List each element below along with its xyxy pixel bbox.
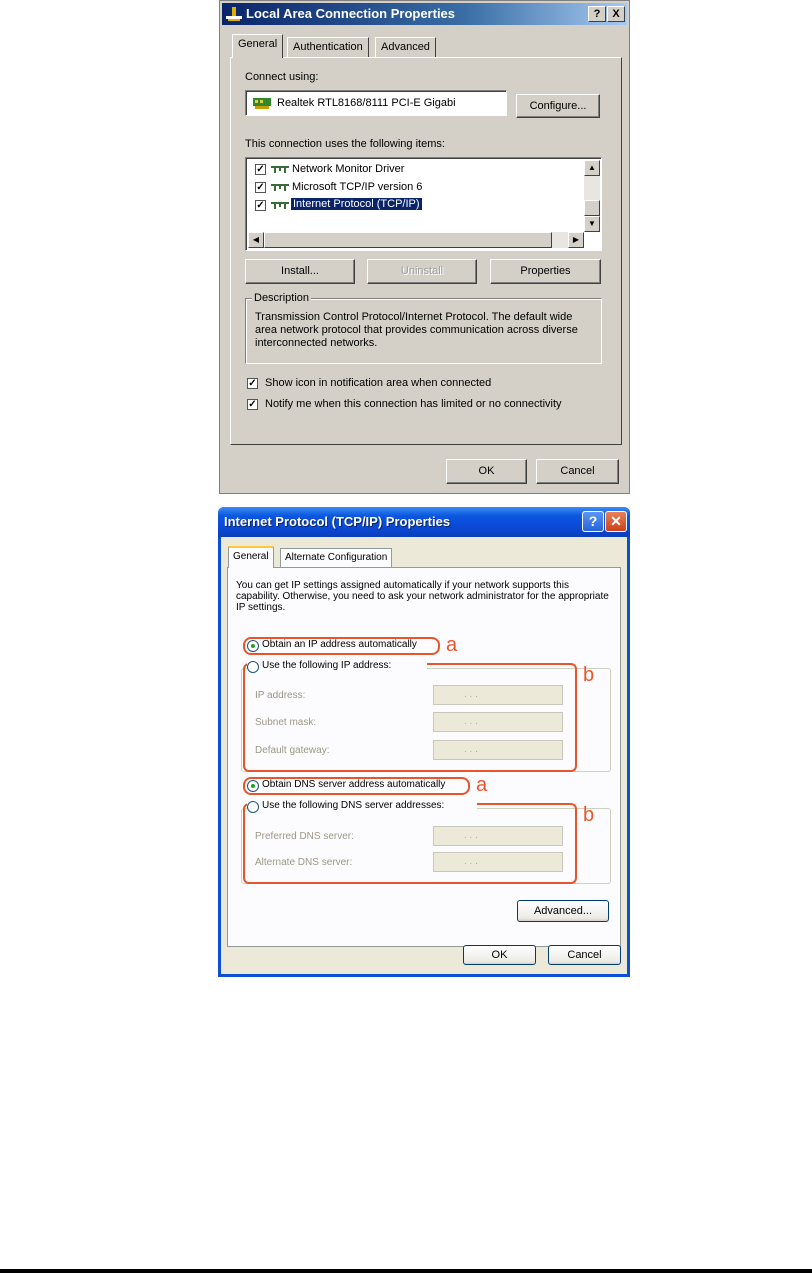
item-checkbox[interactable]: ✓ — [256, 182, 265, 193]
preferred-dns-label: Preferred DNS server: — [255, 831, 354, 842]
list-item[interactable] — [255, 163, 575, 177]
protocol-icon — [270, 183, 290, 193]
help-button[interactable]: ? — [588, 6, 606, 22]
show-icon-option[interactable] — [247, 377, 607, 391]
cancel-button[interactable]: Cancel — [548, 945, 621, 965]
description-text: Transmission Control Protocol/Internet Protocol. The default wide area network protocol that provides communication across diverse interconnected networks. — [255, 311, 578, 349]
show-icon-label: Show icon in notification area when connected — [265, 377, 492, 389]
item-label: Network Monitor Driver — [292, 163, 405, 175]
cancel-button[interactable]: Cancel — [536, 459, 619, 484]
window-title: Local Area Connection Properties — [246, 6, 456, 21]
notify-checkbox[interactable]: ✓ — [248, 399, 257, 410]
local-area-connection-dialog — [219, 0, 630, 494]
annotation-a: a — [446, 634, 458, 656]
protocol-icon — [270, 165, 290, 175]
help-button[interactable]: ? — [582, 511, 604, 532]
scroll-thumb[interactable] — [264, 232, 552, 248]
use-ip-option[interactable] — [247, 660, 427, 674]
title-bar[interactable] — [222, 3, 627, 25]
adapter-name: Realtek RTL8168/8111 PCI-E Gigabi — [277, 97, 456, 109]
item-checkbox[interactable]: ✓ — [256, 164, 265, 175]
properties-label: Properties — [520, 265, 571, 277]
scroll-thumb[interactable] — [584, 200, 600, 216]
window-title: Internet Protocol (TCP/IP) Properties — [224, 514, 451, 529]
ok-button[interactable]: OK — [463, 945, 536, 965]
use-dns-option[interactable] — [247, 800, 477, 814]
alternate-dns-label: Alternate DNS server: — [255, 857, 353, 868]
horizontal-scrollbar[interactable] — [248, 232, 584, 248]
alternate-dns-input[interactable] — [433, 852, 563, 872]
ip-dots: . . . — [464, 830, 478, 841]
ok-button[interactable]: OK — [446, 459, 527, 484]
close-button[interactable]: X — [607, 6, 625, 22]
intro-text: You can get IP settings assigned automatically if your network supports this capability. Otherwise, you need to ask your network administrator for the appropriate IP settings. — [236, 580, 609, 613]
ip-address-input[interactable] — [433, 685, 563, 705]
install-button[interactable] — [245, 259, 355, 284]
tab-general[interactable]: General — [232, 34, 283, 58]
list-item[interactable] — [255, 181, 575, 195]
properties-button[interactable] — [490, 259, 601, 284]
tab-general[interactable]: General — [228, 546, 274, 568]
close-button[interactable]: ✕ — [605, 511, 627, 532]
item-label: Microsoft TCP/IP version 6 — [292, 181, 423, 193]
adapter-field — [245, 90, 507, 116]
network-connection-icon — [226, 7, 242, 21]
network-adapter-icon — [253, 97, 271, 109]
annotation-b: b — [583, 804, 595, 826]
tcpip-properties-dialog — [218, 507, 630, 977]
tab-advanced[interactable]: Advanced — [375, 37, 436, 58]
scroll-right-icon[interactable]: ▶ — [568, 232, 584, 248]
obtain-dns-label: Obtain DNS server address automatically — [262, 779, 446, 790]
dialog-body — [221, 537, 627, 974]
scroll-up-icon[interactable]: ▲ — [584, 160, 600, 176]
ip-address-label: IP address: — [255, 690, 306, 701]
items-list — [245, 157, 602, 251]
vertical-scrollbar[interactable] — [584, 160, 600, 232]
items-label: This connection uses the following items: — [245, 138, 445, 150]
connect-using-label: Connect using: — [245, 71, 319, 83]
uninstall-label: Uninstall — [400, 265, 444, 277]
list-item-selected[interactable] — [255, 199, 575, 213]
notify-option[interactable] — [247, 398, 607, 412]
default-gateway-input[interactable] — [433, 740, 563, 760]
show-icon-checkbox[interactable]: ✓ — [248, 378, 257, 389]
subnet-mask-input[interactable] — [433, 712, 563, 732]
item-label: Internet Protocol (TCP/IP) — [293, 198, 420, 210]
ip-dots: . . . — [464, 689, 478, 700]
subnet-mask-label: Subnet mask: — [255, 717, 317, 728]
obtain-ip-radio[interactable] — [247, 640, 259, 652]
scroll-left-icon[interactable]: ◀ — [248, 232, 264, 248]
use-ip-label: Use the following IP address: — [262, 660, 392, 671]
use-dns-label: Use the following DNS server addresses: — [262, 800, 445, 811]
ip-dots: . . . — [464, 744, 478, 755]
notify-label: Notify me when this connection has limited or no connectivity — [265, 398, 562, 410]
title-bar[interactable] — [218, 507, 630, 537]
annotation-a: a — [476, 774, 488, 796]
configure-button[interactable]: Configure... — [516, 94, 600, 118]
preferred-dns-input[interactable] — [433, 826, 563, 846]
tab-authentication[interactable]: Authentication — [287, 37, 369, 58]
obtain-ip-label: Obtain an IP address automatically — [262, 639, 417, 650]
use-dns-radio[interactable] — [247, 801, 259, 813]
annotation-b: b — [583, 664, 595, 686]
obtain-dns-radio[interactable] — [247, 780, 259, 792]
uninstall-button[interactable] — [367, 259, 477, 284]
ip-dots: . . . — [464, 856, 478, 867]
default-gateway-label: Default gateway: — [255, 745, 330, 756]
install-label: Install... — [281, 265, 319, 277]
page-footer-rule — [0, 1269, 812, 1273]
item-checkbox[interactable]: ✓ — [256, 200, 265, 211]
description-legend: Description — [254, 292, 310, 304]
use-ip-radio[interactable] — [247, 661, 259, 673]
advanced-button[interactable]: Advanced... — [517, 900, 609, 922]
scroll-down-icon[interactable]: ▼ — [584, 216, 600, 232]
protocol-icon — [270, 201, 290, 211]
tab-alternate-configuration[interactable]: Alternate Configuration — [280, 548, 392, 568]
ip-dots: . . . — [464, 716, 478, 727]
